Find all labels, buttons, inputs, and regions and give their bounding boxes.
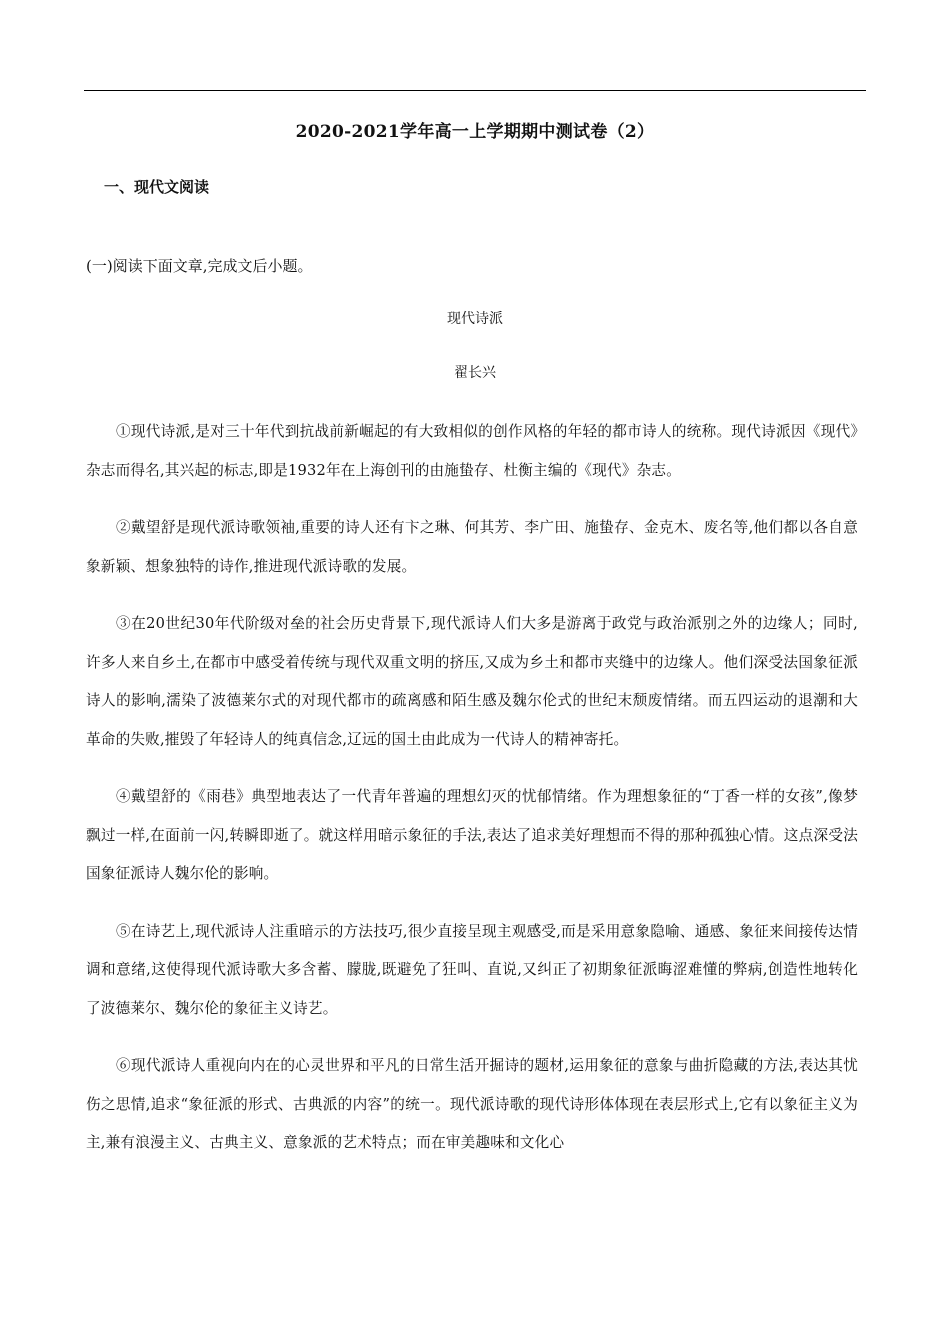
section-heading: 一、现代文阅读 xyxy=(104,178,210,196)
reading-instruction: (一)阅读下面文章,完成文后小题。 xyxy=(86,257,313,275)
article-author: 翟长兴 xyxy=(454,365,496,381)
header-rule xyxy=(84,90,866,91)
paragraph-1: ①现代诗派,是对三十年代到抗战前新崛起的有大致相似的创作风格的年轻的都市诗人的统称。现代诗派因《现代》杂志而得名,其兴起的标志,即是1932年在上海创刊的由施蛰存、杜衡主编的《现代》杂志。 xyxy=(86,423,858,479)
paragraph-6: ⑥现代派诗人重视向内在的心灵世界和平凡的日常生活开掘诗的题材,运用象征的意象与曲折隐藏的方法,表达其忧伤之思情,追求“象征派的形式、古典派的内容”的统一。现代派诗歌的现代诗形体体现在表层形式上,它有以象征主义为主,兼有浪漫主义、古典主义、意象派的艺术特点；而在审美趣味和文化心 xyxy=(86,1057,858,1151)
article-body xyxy=(86,413,858,1182)
paragraph-3: ③在20世纪30年代阶级对垒的社会历史背景下,现代派诗人们大多是游离于政党与政治派别之外的边缘人；同时,许多人来自乡土,在都市中感受着传统与现代双重文明的挤压,又成为乡土和都市夹缝中的边缘人。他们深受法国象征派诗人的影响,濡染了波德莱尔式的对现代都市的疏离感和陌生感及魏尔伦式的世纪末颓废情绪。而五四运动的退潮和大革命的失败,摧毁了年轻诗人的纯真信念,辽远的国土由此成为一代诗人的精神寄托。 xyxy=(86,615,858,748)
exam-title: 2020-2021学年高一上学期期中测试卷（2） xyxy=(295,122,655,142)
paragraph-5: ⑤在诗艺上,现代派诗人注重暗示的方法技巧,很少直接呈现主观感受,而是采用意象隐喻、通感、象征来间接传达情调和意绪,这使得现代派诗歌大多含蓄、朦胧,既避免了狂叫、直说,又纠正了初期象征派晦涩难懂的弊病,创造性地转化了波德莱尔、魏尔伦的象征主义诗艺。 xyxy=(86,922,858,1017)
paragraph-2: ②戴望舒是现代派诗歌领袖,重要的诗人还有卞之琳、何其芳、李广田、施蛰存、金克木、废名等,他们都以各自意象新颖、想象独特的诗作,推进现代派诗歌的发展。 xyxy=(86,519,858,575)
article-title: 现代诗派 xyxy=(447,311,503,327)
paragraph-4: ④戴望舒的《雨巷》典型地表达了一代青年普遍的理想幻灭的忧郁情绪。作为理想象征的“丁香一样的女孩”,像梦飘过一样,在面前一闪,转瞬即逝了。就这样用暗示象征的手法,表达了追求美好理想而不得的那种孤独心情。这点深受法国象征派诗人魏尔伦的影响。 xyxy=(86,788,858,882)
